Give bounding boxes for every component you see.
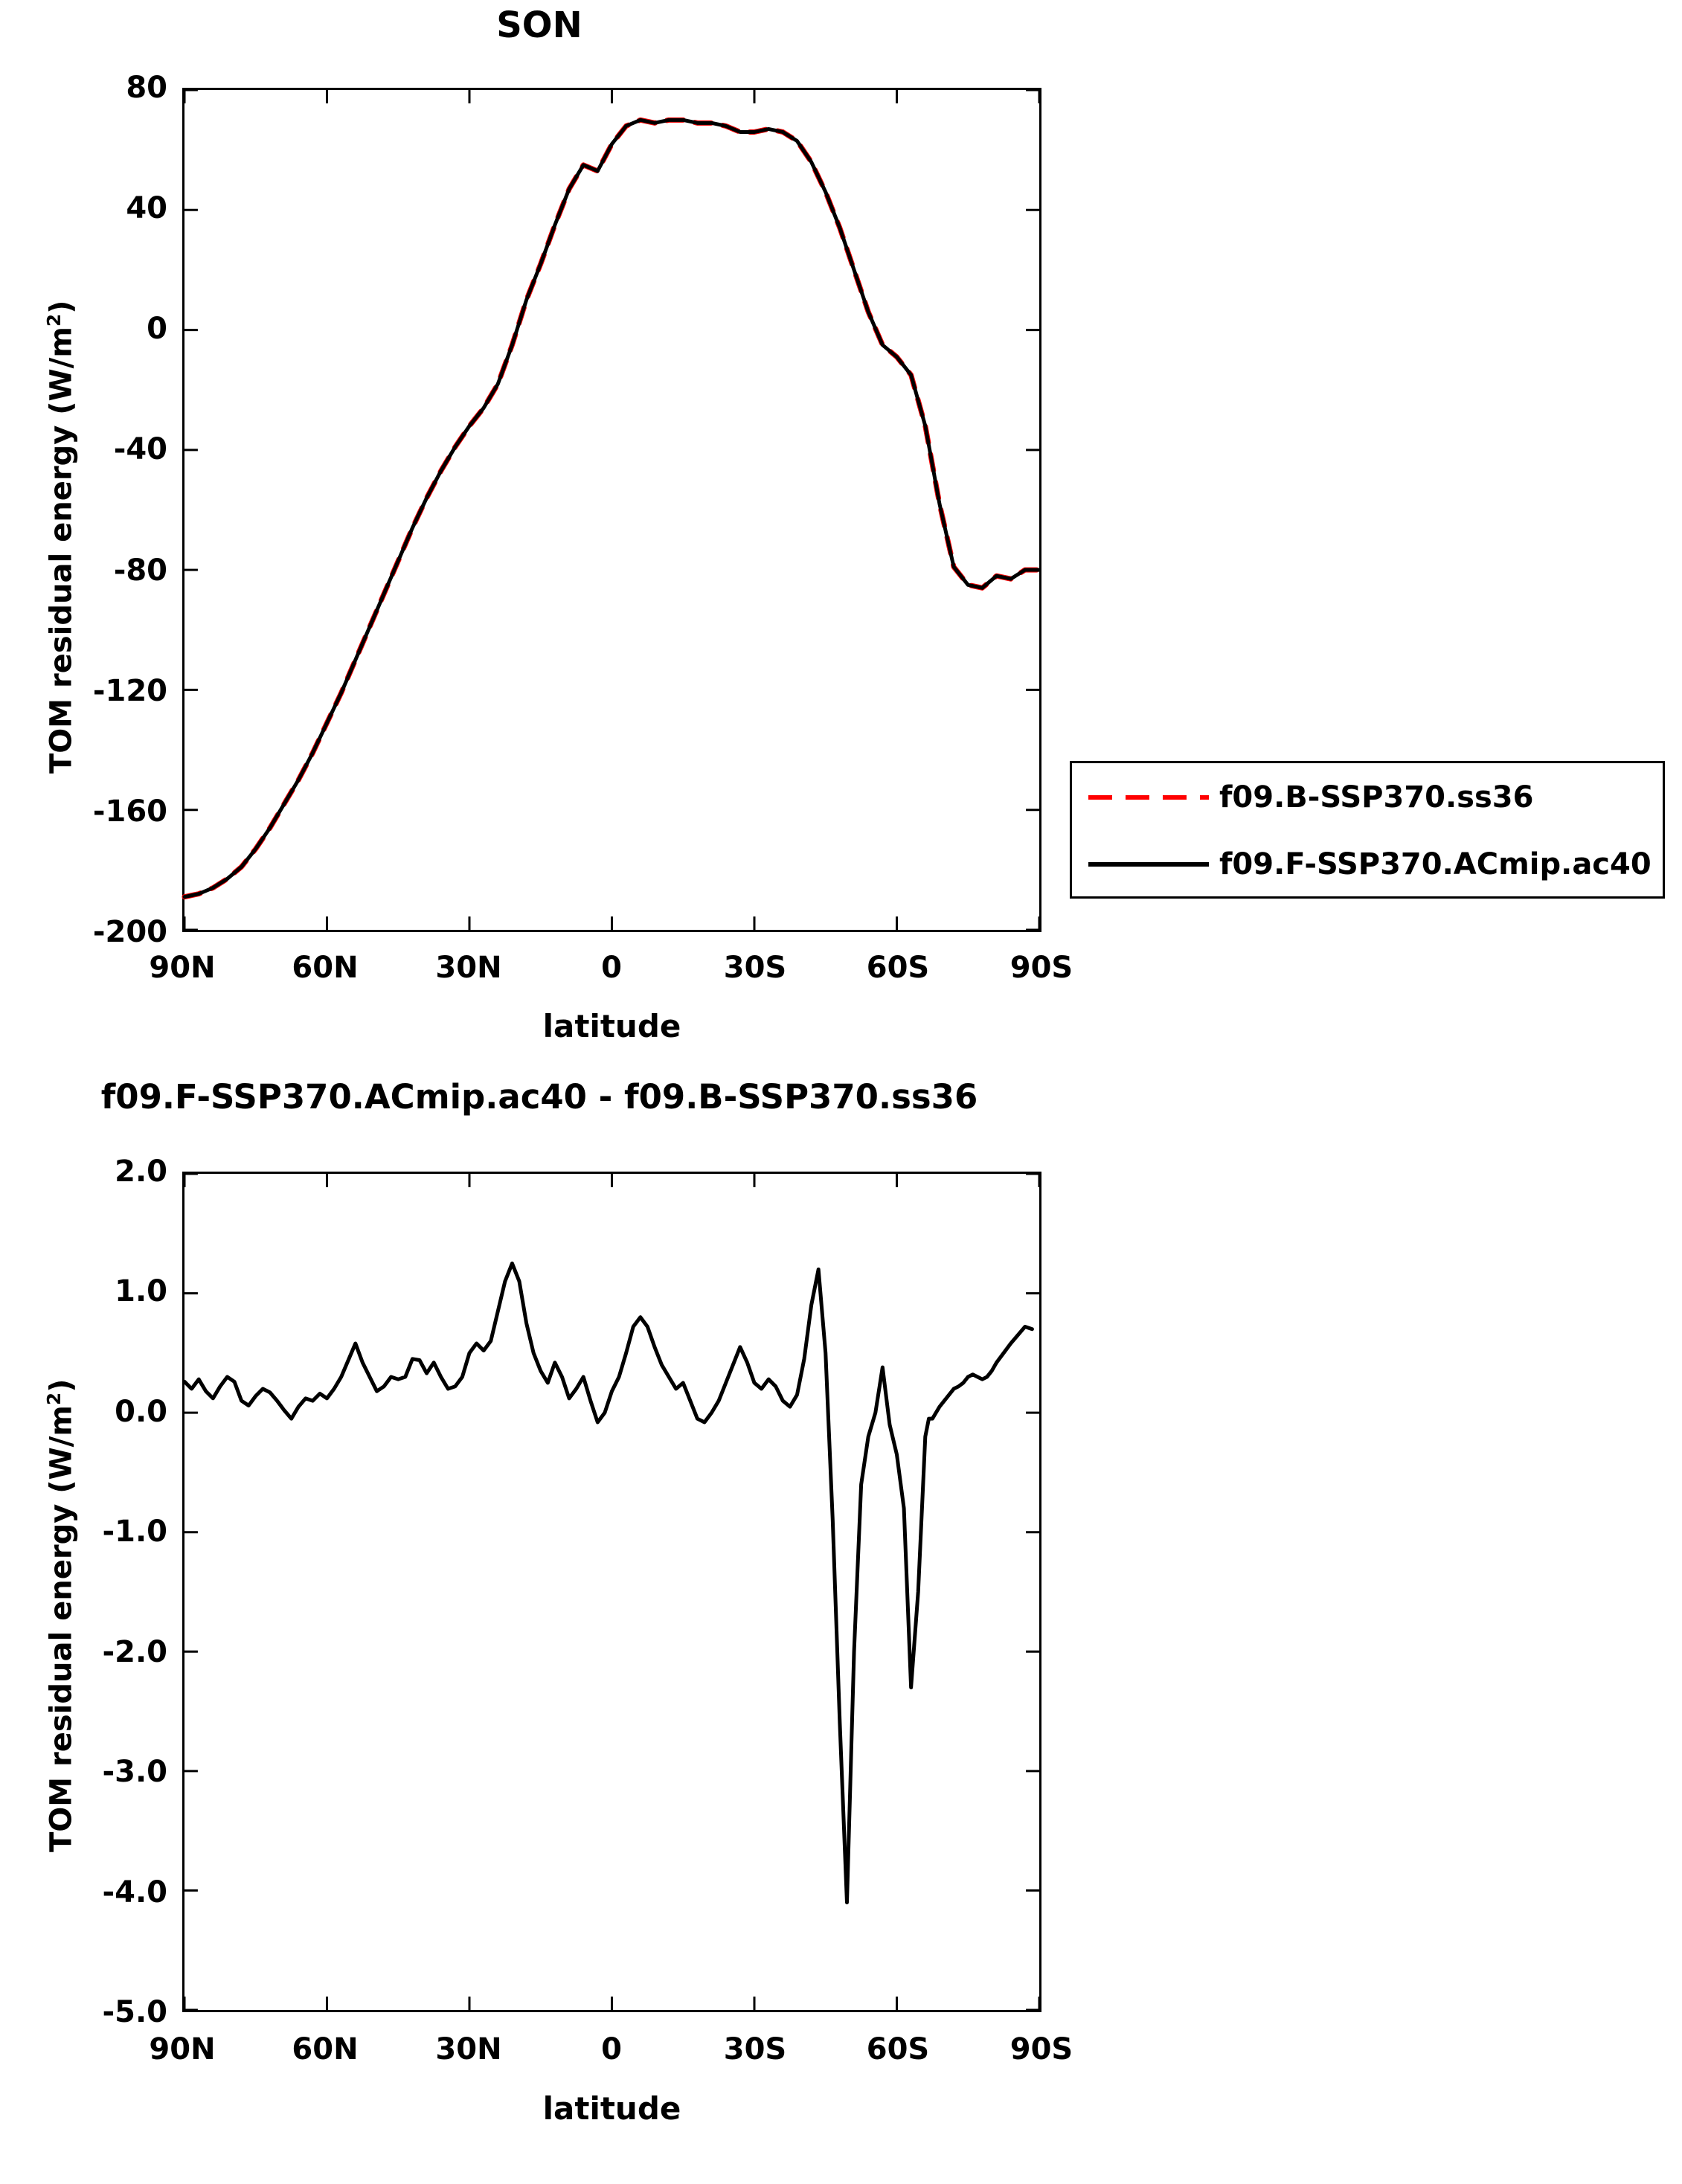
y-tick-label: -80 xyxy=(113,553,167,588)
y-tick-label: 1.0 xyxy=(115,1274,167,1308)
legend-label: f09.F-SSP370.ACmip.ac40 xyxy=(1219,847,1651,881)
x-tick-label: 60N xyxy=(292,951,359,985)
top-chart-title: SON xyxy=(496,4,582,46)
x-tick-label: 30N xyxy=(435,951,502,985)
bottom-chart-title: f09.F-SSP370.ACmip.ac40 - f09.B-SSP370.ss36 xyxy=(100,1077,978,1117)
x-tick-label: 0 xyxy=(601,951,622,985)
bottom-y-axis-label-text: TOM residual energy (W/m xyxy=(44,1405,79,1852)
y-tick-label: -120 xyxy=(92,674,167,708)
y-tick-label: 40 xyxy=(126,191,167,225)
x-tick-label: 90S xyxy=(1009,951,1073,985)
x-tick-label: 0 xyxy=(601,2032,622,2066)
x-tick-label: 90S xyxy=(1009,2032,1073,2066)
y-tick-label: 2.0 xyxy=(115,1154,167,1189)
bottom-chart-x-ticks xyxy=(149,2032,1073,2077)
top-y-axis-label-suffix: ) xyxy=(44,300,79,314)
y-tick-label: -5.0 xyxy=(102,1995,167,2029)
x-tick-label: 30N xyxy=(435,2032,502,2066)
x-tick-label: 90N xyxy=(149,951,216,985)
top-chart-curves xyxy=(184,90,1039,930)
x-tick-label: 90N xyxy=(149,2032,216,2066)
y-tick-label: -160 xyxy=(92,794,167,829)
x-tick-label: 30S xyxy=(723,2032,787,2066)
x-tick-label: 60S xyxy=(866,2032,930,2066)
bottom-chart-x-axis-label: latitude xyxy=(542,2090,681,2127)
y-tick-label: 0 xyxy=(147,312,167,346)
top-chart-y-ticks xyxy=(7,71,167,949)
y-tick-label: 0.0 xyxy=(115,1395,167,1429)
y-tick-label: -200 xyxy=(92,915,167,949)
top-y-axis-label-exponent: 2 xyxy=(43,313,65,327)
bottom-y-axis-label-suffix: ) xyxy=(44,1378,79,1393)
legend-entry xyxy=(1072,830,1663,899)
x-tick-label: 60S xyxy=(866,951,930,985)
legend-entry xyxy=(1072,763,1663,832)
top-chart-x-ticks xyxy=(149,951,1073,995)
y-tick-label: -1.0 xyxy=(102,1515,167,1549)
top-chart-x-axis-label: latitude xyxy=(542,1008,681,1044)
bottom-chart-curve xyxy=(184,1174,1039,2010)
top-y-axis-label-text: TOM residual energy (W/m xyxy=(44,327,79,774)
bottom-chart-y-ticks xyxy=(7,1154,167,2029)
bottom-chart-panel xyxy=(0,1077,1682,2184)
y-tick-label: -40 xyxy=(113,432,167,466)
x-tick-label: 60N xyxy=(292,2032,359,2066)
chart-legend xyxy=(1070,761,1665,899)
legend-line-sample-solid xyxy=(1085,849,1212,879)
top-chart-plot-area xyxy=(182,88,1041,932)
y-tick-label: -2.0 xyxy=(102,1635,167,1669)
y-tick-label: 80 xyxy=(126,71,167,105)
legend-line-sample-dashed xyxy=(1085,783,1212,812)
y-tick-label: -3.0 xyxy=(102,1755,167,1789)
bottom-chart-plot-area xyxy=(182,1172,1041,2012)
legend-label: f09.B-SSP370.ss36 xyxy=(1219,780,1534,815)
bottom-y-axis-label-exponent: 2 xyxy=(43,1392,65,1406)
y-tick-label: -4.0 xyxy=(102,1875,167,1910)
x-tick-label: 30S xyxy=(723,951,787,985)
